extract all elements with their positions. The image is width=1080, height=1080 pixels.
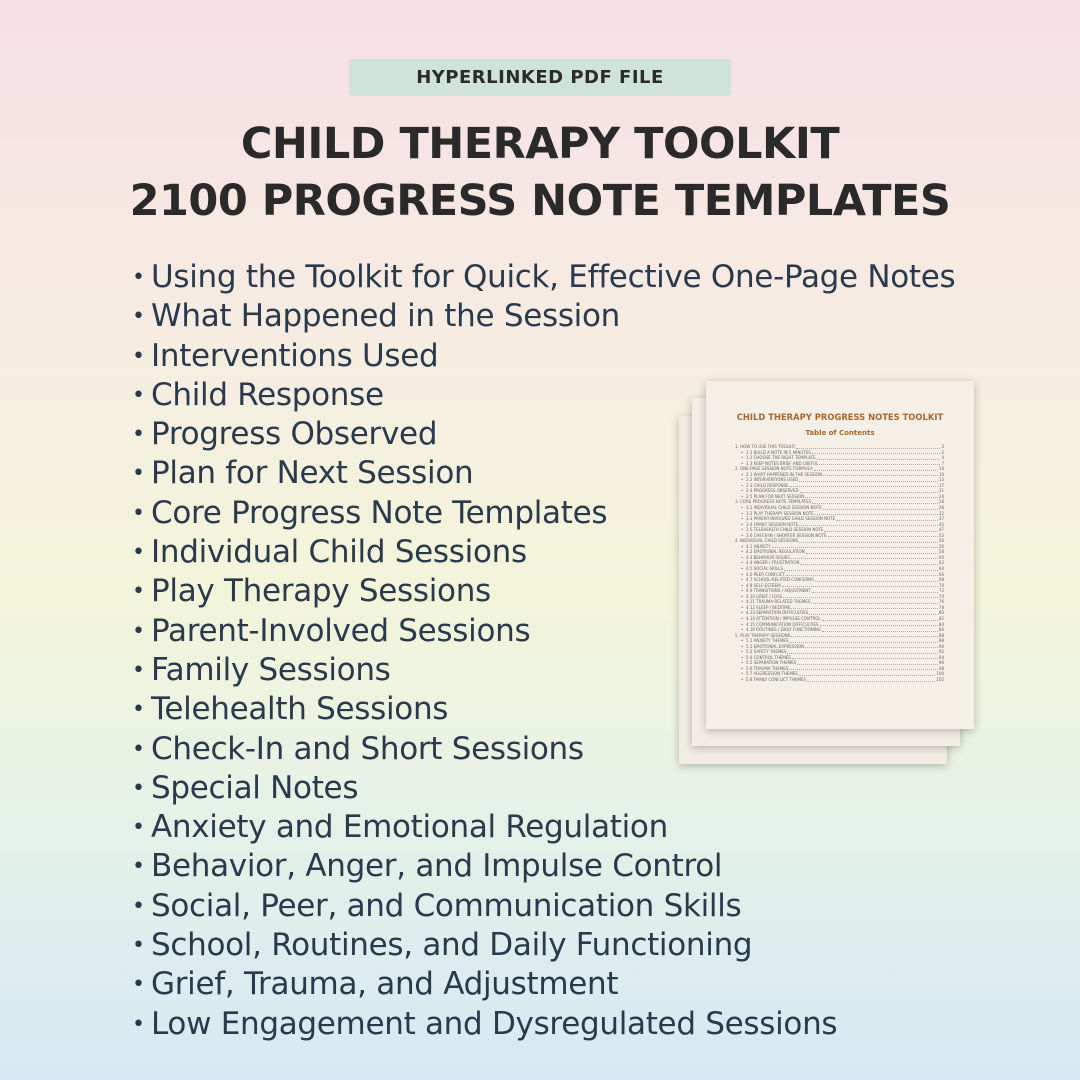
toc-page-number: 76 (938, 599, 944, 605)
toc-page-number: 102 (936, 676, 944, 682)
toc-dot-leader (783, 597, 938, 598)
toc-page-number: 92 (938, 649, 944, 655)
toc-entry-label: • 3.3 PARENT-INVOLVED CHILD SESSION NOTE (746, 516, 835, 522)
toc-entry-label: • 2.4 PROGRESS OBSERVED (746, 488, 799, 494)
toc-dot-leader (805, 497, 938, 498)
document-title: CHILD THERAPY PROGRESS NOTES TOOLKIT (736, 412, 944, 422)
toc-dot-leader (805, 647, 938, 648)
feature-list-label: Grief, Trauma, and Adjustment (151, 966, 619, 1003)
bullet-dot-icon: • (132, 775, 145, 801)
toc-entry-label: • 4.15 COMMUNICATION DIFFICULTIES (746, 622, 819, 628)
toc-dot-leader (814, 470, 938, 471)
toc-page-number: 84 (938, 621, 944, 627)
toc-entry-label: 3. CORE PROGRESS NOTE TEMPLATES (735, 499, 812, 505)
toc-page-number: 4 (941, 455, 944, 461)
toc-entry-label: • 4.3 BEHAVIOR ISSUES (746, 555, 790, 561)
page-title-line-2: 2100 PROGRESS NOTE TEMPLATES (129, 176, 951, 226)
feature-list-label: Individual Child Sessions (151, 534, 527, 571)
feature-list-label: Core Progress Note Templates (151, 494, 608, 531)
bullet-dot-icon: • (132, 697, 145, 723)
toc-page-number: 2 (941, 449, 944, 455)
feature-list-label: Special Notes (151, 769, 359, 806)
toc-page-number: 2 (941, 444, 944, 449)
toc-page-number: 56 (938, 543, 944, 549)
toc-page-number: 80 (938, 610, 944, 616)
toc-page-number: 56 (938, 538, 944, 544)
toc-page-number: 82 (938, 615, 944, 621)
bullet-dot-icon: • (132, 304, 145, 330)
toc-dot-leader (817, 459, 941, 460)
page-title-line-1: CHILD THERAPY TOOLKIT (240, 119, 840, 169)
toc-page-number: 21 (938, 488, 944, 494)
toc-page-number: 78 (938, 604, 944, 610)
toc-dot-leader (799, 525, 938, 526)
toc-dot-leader (791, 636, 938, 637)
toc-entry-label: • 3.2 PLAY THERAPY SESSION NOTE (746, 511, 814, 517)
toc-dot-leader (819, 464, 940, 465)
toc-page-number: 28 (938, 499, 944, 505)
toc-dot-leader (812, 592, 938, 593)
feature-list-label: Child Response (151, 376, 384, 413)
toc-entry-label: • 2.5 PLAN FOR NEXT SESSION (746, 494, 804, 500)
feature-list-label: Telehealth Sessions (151, 691, 449, 728)
toc-entry-label: • 1.3 KEEP NOTES BRIEF AND USEFUL (746, 461, 818, 467)
bullet-dot-icon: • (132, 579, 145, 605)
toc-page-number: 86 (938, 627, 944, 633)
toc-dot-leader (800, 564, 937, 565)
toc-dot-leader (806, 553, 938, 554)
toc-dot-leader (799, 675, 935, 676)
feature-list-label: Family Sessions (151, 651, 391, 688)
toc-entry-label: • 2.2 INTERVENTIONS USED (746, 477, 798, 483)
toc-entry-label: • 3.5 TELEHEALTH CHILD SESSION NOTE (746, 527, 823, 533)
bullet-dot-icon: • (132, 618, 145, 644)
toc-page-number: 74 (938, 593, 944, 599)
toc-entry-label: 4. INDIVIDUAL CHILD SESSIONS (735, 538, 799, 544)
toc-entry-label: • 5.5 SEPARATION THEMES (746, 660, 796, 666)
toc-dot-leader (807, 681, 935, 682)
feature-list-label: Plan for Next Session (151, 455, 474, 492)
toc-entry-label: • 5.4 CONTROL THEMES (746, 655, 791, 661)
bullet-dot-icon: • (132, 657, 145, 683)
toc-page-number: 94 (938, 654, 944, 660)
toc-entry-label: • 4.8 SELF-ESTEEM (746, 583, 781, 589)
bullet-dot-icon: • (132, 382, 145, 408)
bullet-dot-icon: • (132, 265, 145, 290)
toc-entry-label: • 4.9 TRANSITIONS / ADJUSTMENT (746, 588, 811, 594)
toc-page-number: 28 (938, 505, 944, 511)
toc-page-number: 88 (938, 638, 944, 644)
toc-entry-label: • 5.7 AGGRESSION THEMES (746, 671, 798, 677)
feature-list-item (132, 297, 955, 336)
bullet-dot-icon: • (132, 540, 145, 566)
toc-dot-leader (796, 448, 940, 449)
toc-page-number: 60 (938, 554, 944, 560)
toc-entry-label: • 4.6 PEER CONFLICT (746, 572, 785, 578)
toc-entry-label: • 1.2 CHOOSE THE RIGHT TEMPLATE (746, 455, 816, 461)
bullet-dot-icon: • (132, 422, 145, 448)
feature-list-label: Behavior, Anger, and Impulse Control (151, 848, 723, 885)
bullet-dot-icon: • (132, 1011, 145, 1037)
toc-dot-leader (828, 536, 938, 537)
table-of-contents (735, 444, 944, 683)
toc-page-number: 32 (938, 510, 944, 516)
toc-page-number: 52 (938, 532, 944, 538)
toc-page-number: 10 (938, 471, 944, 477)
toc-entry-label: • 4.2 EMOTIONAL REGULATION (746, 549, 805, 555)
feature-list-item (132, 926, 955, 965)
toc-dot-leader (799, 481, 938, 482)
feature-list-label: Progress Observed (151, 416, 438, 453)
feature-list-label: Interventions Used (151, 337, 439, 374)
feature-list-label: Low Engagement and Dysregulated Sessions (151, 1005, 838, 1042)
feature-list-label: Parent-Involved Sessions (151, 612, 531, 649)
document-page-front (706, 381, 974, 729)
feature-list-label: Using the Toolkit for Quick, Effective One-Page Notes (151, 259, 956, 295)
hyperlinked-badge: HYPERLINKED PDF FILE (349, 59, 731, 96)
toc-entry-label: 2. ONE-PAGE SESSION NOTE FORMULA (735, 466, 813, 472)
toc-page-number: 62 (938, 560, 944, 566)
toc-page-number: 100 (936, 671, 944, 677)
toc-entry-label: • 4.10 GRIEF / LOSS (746, 594, 782, 600)
toc-entry-label: • 4.12 SLEEP / BEDTIME (746, 605, 790, 611)
bullet-dot-icon: • (132, 815, 145, 841)
toc-page-number: 70 (938, 582, 944, 588)
toc-entry-label: • 3.1 INDIVIDUAL CHILD SESSION NOTE (746, 505, 822, 511)
toc-entry-label: • 2.1 WHAT HAPPENED IN THE SESSION (746, 472, 822, 478)
toc-page-number: 64 (938, 566, 944, 572)
toc-dot-leader (823, 475, 938, 476)
toc-page-number: 96 (938, 660, 944, 666)
feature-list-label: Social, Peer, and Communication Skills (151, 887, 742, 924)
toc-row[interactable] (735, 677, 944, 683)
bullet-dot-icon: • (132, 933, 145, 959)
feature-list-label: Anxiety and Emotional Regulation (151, 809, 668, 846)
toc-dot-leader (782, 586, 938, 587)
toc-entry-label: • 4.13 SEPARATION DIFFICULTIES (746, 610, 808, 616)
bullet-dot-icon: • (132, 972, 145, 998)
feature-list-item (132, 808, 955, 847)
toc-dot-leader (784, 570, 938, 571)
bullet-dot-icon: • (132, 500, 145, 526)
toc-dot-leader (792, 658, 938, 659)
toc-dot-leader (790, 486, 938, 487)
bullet-dot-icon: • (132, 854, 145, 880)
toc-entry-label: 1. HOW TO USE THIS TOOLKIT (735, 444, 796, 449)
toc-page-number: 90 (938, 643, 944, 649)
feature-list-label: Play Therapy Sessions (151, 573, 491, 610)
toc-page-number: 66 (938, 571, 944, 577)
feature-list-item (132, 887, 955, 926)
toc-entry-label: • 2.3 CHILD RESPONSE (746, 483, 789, 489)
toc-dot-leader (786, 575, 938, 576)
bullet-dot-icon: • (132, 893, 145, 919)
toc-dot-leader (772, 547, 938, 548)
toc-dot-leader (812, 453, 941, 454)
toc-dot-leader (787, 653, 937, 654)
toc-page-number: 17 (938, 482, 944, 488)
toc-entry-label: • 4.11 TRAUMA-RELATED THEMES (746, 599, 810, 605)
toc-entry-label: • 5.6 TRAUMA THEMES (746, 666, 788, 672)
toc-dot-leader (824, 531, 937, 532)
feature-list-label: School, Routines, and Daily Functioning (151, 927, 753, 964)
toc-dot-leader (812, 503, 938, 504)
toc-dot-leader (800, 492, 938, 493)
toc-entry-label: • 1.1 BUILD A NOTE IN 5 MINUTES (746, 450, 811, 456)
feature-list-label: What Happened in the Session (151, 298, 621, 335)
feature-list-item (132, 965, 955, 1004)
toc-page-number: 68 (938, 577, 944, 583)
toc-entry-label: • 5.3 SAFETY THEMES (746, 649, 786, 655)
toc-dot-leader (820, 625, 938, 626)
toc-page-number: 88 (938, 632, 944, 638)
toc-dot-leader (815, 581, 938, 582)
toc-dot-leader (811, 603, 938, 604)
toc-entry-label: • 4.7 SCHOOL-RELATED CONCERNS (746, 577, 814, 583)
toc-entry-label: • 4.4 ANGER / FRUSTRATION (746, 560, 799, 566)
feature-list-item (132, 769, 955, 808)
toc-page-number: 7 (941, 460, 944, 466)
toc-dot-leader (822, 631, 938, 632)
toc-dot-leader (789, 669, 938, 670)
toc-dot-leader (809, 614, 938, 615)
toc-entry-label: • 3.6 CHECK-IN / SHORTER SESSION NOTE (746, 533, 827, 539)
toc-dot-leader (815, 514, 938, 515)
toc-entry-label: • 5.1 ANXIETY THEMES (746, 638, 788, 644)
toc-dot-leader (791, 608, 938, 609)
toc-entry-label: • 4.16 ROUTINES / DAILY FUNCTIONING (746, 627, 821, 633)
bullet-dot-icon: • (132, 461, 145, 487)
toc-page-number: 42 (938, 521, 944, 527)
toc-entry-label: • 5.8 FAMILY CONFLICT THEMES (746, 677, 806, 683)
toc-page-number: 37 (938, 516, 944, 522)
feature-list-label: Check-In and Short Sessions (151, 730, 584, 767)
toc-dot-leader (797, 664, 938, 665)
bullet-dot-icon: • (132, 736, 145, 762)
toc-entry-label: • 4.5 SOCIAL SKILLS (746, 566, 783, 572)
toc-entry-label: • 4.1 ANXIETY (746, 544, 771, 550)
toc-dot-leader (799, 542, 938, 543)
toc-dot-leader (822, 620, 938, 621)
feature-list-item (132, 1005, 955, 1044)
toc-dot-leader (789, 642, 937, 643)
toc-dot-leader (791, 558, 938, 559)
toc-entry-label: • 5.2 EMOTIONAL EXPRESSION (746, 644, 804, 650)
toc-entry-label: • 3.4 FAMILY SESSION NOTE (746, 522, 798, 528)
toc-page-number: 58 (938, 549, 944, 555)
document-subtitle: Table of Contents (805, 429, 875, 437)
toc-page-number: 98 (938, 665, 944, 671)
toc-dot-leader (823, 509, 938, 510)
feature-list-item (132, 337, 955, 376)
toc-entry-label: • 4.14 ATTENTION / IMPULSE CONTROL (746, 616, 821, 622)
feature-list-item (132, 258, 955, 297)
toc-page-number: 72 (938, 588, 944, 594)
toc-page-number: 24 (938, 493, 944, 499)
toc-page-number: 13 (938, 477, 944, 483)
toc-dot-leader (836, 520, 938, 521)
bullet-dot-icon: • (132, 343, 145, 369)
feature-list-item (132, 847, 955, 886)
toc-entry-label: 5. PLAY THERAPY SESSIONS (735, 632, 791, 638)
toc-page-number: 10 (938, 466, 944, 472)
toc-page-number: 47 (938, 527, 944, 533)
